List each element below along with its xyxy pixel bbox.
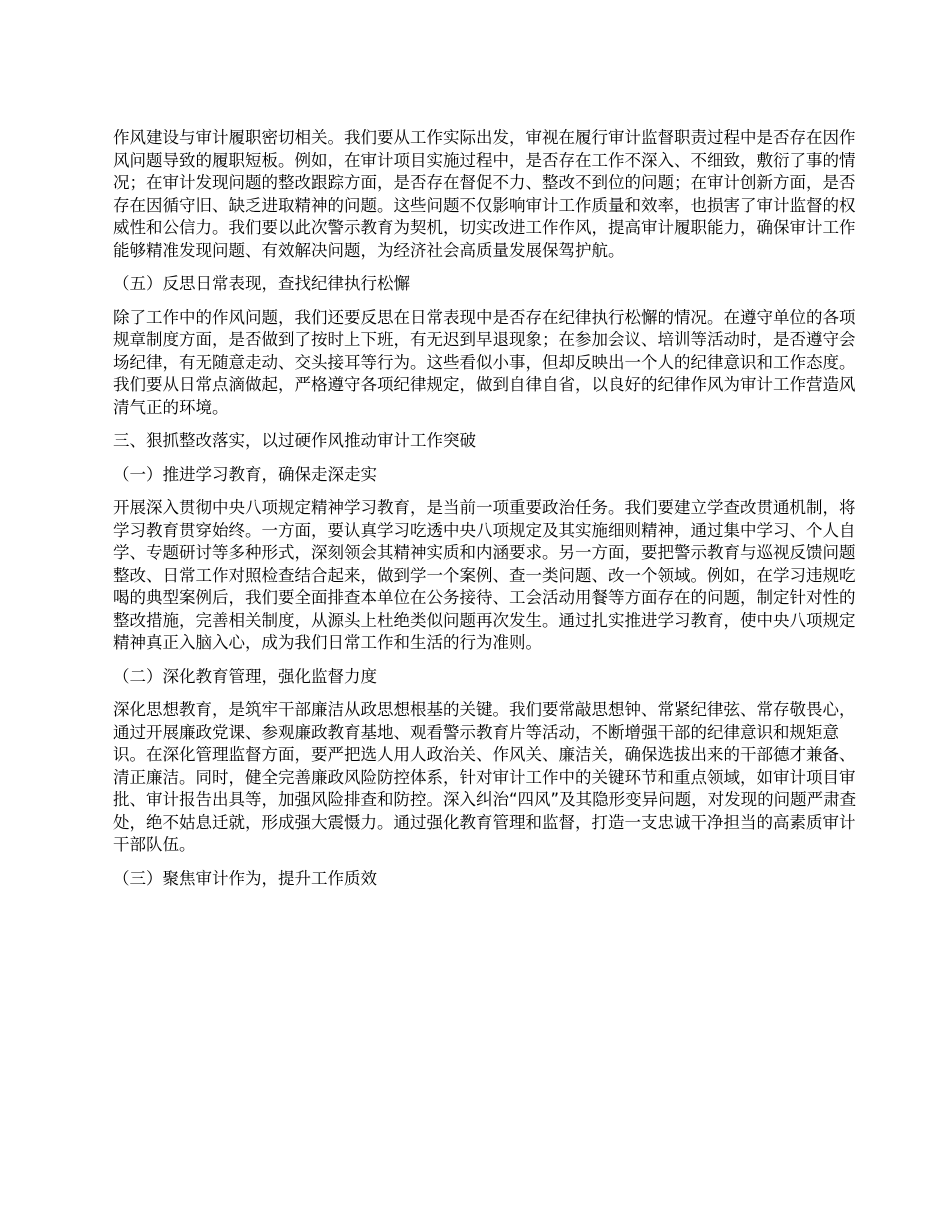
- paragraph: 除了工作中的作风问题，我们还要反思在日常表现中是否存在纪律执行松懈的情况。在遵守单位的各项规章制度方面，是否做到了按时上下班，有无迟到早退现象；在参加会议、培训等活动时，是否遵守会场纪律，有无随意走动、交头接耳等行为。这些看似小事，但却反映出一个人的纪律意识和工作态度。我们要从日常点滴做起，严格遵守各项纪律规定，做到自律自省，以良好的纪律作风为审计工作营造风清气正的环境。: [113, 307, 856, 417]
- chapter-heading: 三、狠抓整改落实，以过硬作风推动审计工作突破: [113, 431, 476, 450]
- section-heading: （五）反思日常表现，查找纪律执行松懈: [113, 274, 410, 293]
- paragraph: 深化思想教育，是筑牢干部廉洁从政思想根基的关键。我们要常敲思想钟、常紧纪律弦、常存敬畏心，通过开展廉政党课、参观廉政教育基地、观看警示教育片等活动，不断增强干部的纪律意识和规矩意识。在深化管理监督方面，要严把选人用人政治关、作风关、廉洁关，确保选拔出来的干部德才兼备、清正廉洁。同时，健全完善廉政风险防控体系，针对审计工作中的关键环节和重点领域，如审计项目审批、审计报告出具等，加强风险排查和防控。深入纠治“四风”及其隐形变异问题，对发现的问题严肃查处，绝不姑息迁就，形成强大震慑力。通过强化教育管理和监督，打造一支忠诚干净担当的高素质审计干部队伍。: [113, 700, 857, 854]
- section-heading: （三）聚焦审计作为，提升工作质效: [113, 868, 377, 888]
- document-body: [113, 127, 863, 901]
- section-heading: （一）推进学习教育，确保走深走实: [113, 464, 377, 484]
- paragraph: 作风建设与审计履职密切相关。我们要从工作实际出发，审视在履行审计监督职责过程中是否存在因作风问题导致的履职短板。例如，在审计项目实施过程中，是否存在工作不深入、不细致，敷衍了事的情况；在审计发现问题的整改跟踪方面，是否存在督促不力、整改不到位的问题；在审计创新方面，是否存在因循守旧、缺乏进取精神的问题。这些问题不仅影响审计工作质量和效率，也损害了审计监督的权威性和公信力。我们要以此次警示教育为契机，切实改进工作作风，提高审计履职能力，确保审计工作能够精准发现问题、有效解决问题，为经济社会高质量发展保驾护航。: [113, 128, 856, 260]
- section-heading: （二）深化教育管理，强化监督力度: [113, 666, 377, 686]
- paragraph: 开展深入贯彻中央八项规定精神学习教育，是当前一项重要政治任务。我们要建立学查改贯通机制，将学习教育贯穿始终。一方面，要认真学习吃透中央八项规定及其实施细则精神，通过集中学习、个人自学、专题研讨等多种形式，深刻领会其精神实质和内涵要求。另一方面，要把警示教育与巡视反馈问题整改、日常工作对照检查结合起来，做到学一个案例、查一类问题、改一个领域。例如，在学习违规吃喝的典型案例后，我们要全面排查本单位在公务接待、工会活动用餐等方面存在的问题，制定针对性的整改措施，完善相关制度，从源头上杜绝类似问题再次发生。通过扎实推进学习教育，使中央八项规定精神真正入脑入心，成为我们日常工作和生活的行为准则。: [113, 498, 856, 652]
